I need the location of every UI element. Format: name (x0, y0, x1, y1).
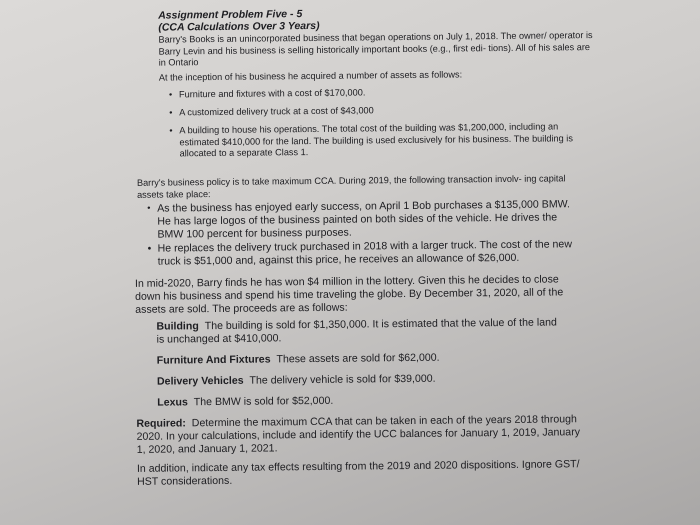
required-label: Required: (136, 417, 186, 430)
transaction-item-2 (147, 238, 578, 268)
asset-text: A customized delivery truck at a cost of $43,000 (179, 105, 374, 118)
transaction-item-1 (147, 198, 577, 241)
inception-paragraph: At the inception of his business he acquired a number of assets as follows: (158, 69, 463, 83)
asset-item-1 (168, 85, 597, 101)
bullet: • (147, 242, 152, 255)
transaction-text: As the business has enjoyed early success, on April 1 Bob purchases a $135,000 BMW. He has large logos of the business painted on both sides of the vehicle. He drives the BMW 100 percent for business purposes. (157, 198, 571, 241)
proceeds-delivery (157, 371, 577, 388)
required-paragraph (136, 413, 586, 457)
proceeds-label: Delivery Vehicles (156, 374, 244, 388)
bullet: • (168, 89, 173, 100)
addition-paragraph: In addition, indicate any tax effects resulting from the 2019 and 2020 dispositions. Ignore GST/ HST considerations. (136, 458, 580, 488)
title-line-2: (CCA Calculations Over 3 Years) (158, 19, 320, 34)
proceeds-lexus (157, 392, 577, 409)
proceeds-text: The delivery vehicle is sold for $39,000. (249, 372, 436, 387)
problem-title (158, 8, 320, 34)
title-line-1: Assignment Problem Five - 5 (158, 8, 303, 22)
proceeds-label: Building (156, 320, 199, 333)
proceeds-furniture (157, 350, 577, 367)
proceeds-label: Lexus (157, 396, 188, 409)
asset-text: A building to house his operations. The total cost of the building was $1,200,000, including an estimated $410,000 for the land. The building is used exclusively for his business. The building is allocated to a separate Class 1. (179, 121, 573, 159)
proceeds-text: The BMW is sold for $52,000. (193, 394, 334, 409)
asset-item-3 (169, 121, 599, 160)
proceeds-text: These assets are sold for $62,000. (276, 351, 440, 366)
policy-paragraph: Barry's business policy is to take maximum CCA. During 2019, the following transaction involv- ing capital assets take place: (136, 173, 566, 200)
bullet: • (169, 107, 173, 118)
proceeds-label: Furniture And Fixtures (156, 353, 271, 367)
bullet: • (147, 202, 151, 213)
proceeds-building (156, 316, 566, 346)
required-text: Determine the maximum CCA that can be taken in each of the years 2018 through 2020. In your calculations, include and identify the UCC balances for January 1, 2019, January 1, 2020, and January 1, 2021. (136, 413, 581, 456)
mid-2020-paragraph: In mid-2020, Barry finds he has won $4 million in the lottery. Given this he decides to close down his business and spend his time traveling the globe. By December 31, 2020, all of the assets are sold. The proceeds are as follows: (134, 273, 564, 316)
asset-item-2 (169, 103, 597, 119)
asset-text: Furniture and fixtures with a cost of $170,000. (178, 87, 366, 100)
transaction-text: He replaces the delivery truck purchased in 2018 with a larger truck. The cost of the new truck is $51,000 and, against this price, he receives an allowance of $26,000. (157, 238, 573, 268)
proceeds-text: The building is sold for $1,350,000. It is estimated that the value of the land is unchanged at $410,000. (156, 316, 557, 346)
bullet: • (169, 125, 173, 136)
intro-paragraph: Barry's Books is an unincorporated business that began operations on July 1, 2018. The owner/ operator is Barry Levin and his business is selling historically important books (e.g., first edi- tions). All of his sales are in Ontario (158, 30, 593, 68)
document-page (120, 0, 685, 525)
